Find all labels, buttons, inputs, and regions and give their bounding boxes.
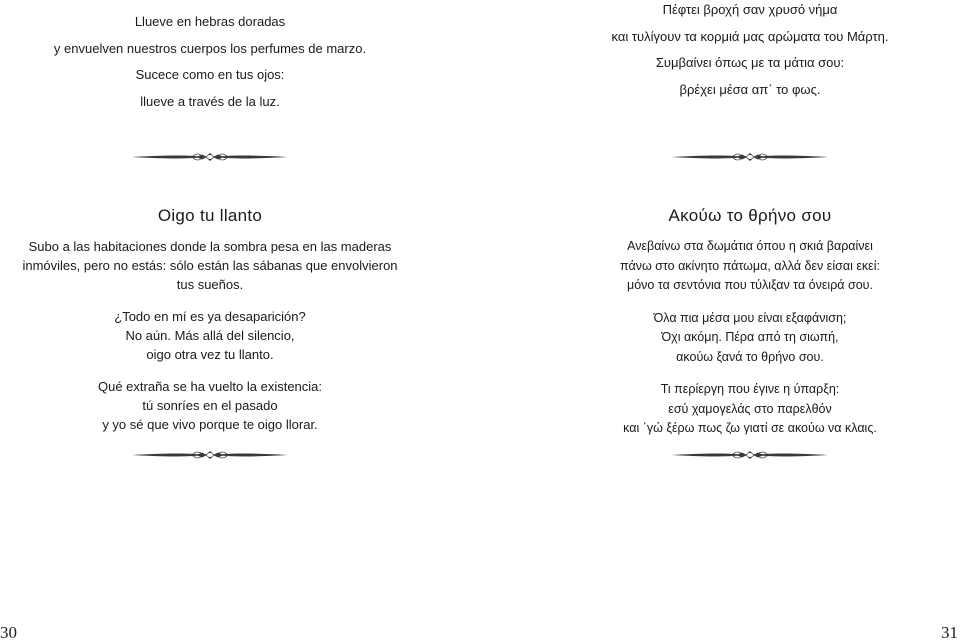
poem-line: oigo otra vez tu llanto. (146, 347, 274, 362)
stanza-line: βρέχει μέσα απ΄ το φως. (679, 81, 821, 97)
poem-line: και ΄γώ ξέρω πως ζω γιατί σε ακούω να κλαις. (623, 421, 877, 435)
poem-line: Subo a las habitaciones donde la sombra pesa en las maderas (28, 239, 392, 254)
page-number: 30 (0, 623, 17, 642)
poem-line: Όλα πια μέσα μου είναι εξαφάνιση; (653, 310, 847, 325)
page-number: 31 (941, 623, 958, 642)
poem-line: tú sonríes en el pasado (142, 398, 278, 413)
stanza-line: llueve a través de la luz. (140, 93, 280, 109)
poem-paragraph (0, 307, 420, 364)
poem-line: tus sueños. (176, 277, 244, 292)
poem-paragraph (540, 309, 960, 368)
poem-line: ¿Todo en mí es ya desaparición? (114, 309, 306, 324)
poem-paragraph (540, 380, 960, 439)
poem-paragraph (0, 377, 420, 434)
poem-title: Oigo tu llanto (157, 206, 263, 225)
poem-line: y yo sé que vivo porque te oigo llorar. (102, 417, 318, 432)
flourish-divider-icon (670, 448, 830, 462)
poem-line: No aún. Más allá del silencio, (125, 328, 295, 343)
stanza-line: Sucece como en tus ojos: (135, 67, 285, 82)
flourish-divider-icon (130, 448, 290, 462)
poem-line: Όχι ακόμη. Πέρα από τη σιωπή, (661, 330, 839, 344)
stanza-line: Πέφτει βροχή σαν χρυσό νήμα (662, 2, 838, 17)
poem-title: Ακούω το θρήνο σου (668, 206, 832, 225)
poem-body (540, 237, 960, 452)
poem-line: εσύ χαμογελάς στο παρελθόν (668, 401, 832, 416)
top-stanza (540, 0, 960, 103)
stanza-line: Llueve en hebras doradas (134, 14, 286, 29)
stanza-line: Συμβαίνει όπως με τα μάτια σου: (655, 55, 845, 70)
poem-line: Qué extraña se ha vuelto la existencia: (97, 379, 323, 394)
left-page (0, 0, 480, 642)
poem-line: ακούω ξανά το θρήνο σου. (676, 349, 824, 364)
flourish-divider-icon (130, 150, 290, 164)
right-page (480, 0, 960, 642)
top-stanza (0, 9, 420, 115)
poem-body (0, 237, 420, 447)
stanza-line: y envuelven nuestros cuerpos los perfumes de marzo. (53, 40, 367, 56)
poem-line: πάνω στο ακίνητο πάτωμα, αλλά δεν είσαι εκεί: (620, 258, 880, 273)
poem-line: Ανεβαίνω στα δωμάτια όπου η σκιά βαραίνει (627, 239, 873, 253)
stanza-line: και τυλίγουν τα κορμιά μας αρώματα του Μάρτη. (611, 28, 889, 44)
flourish-divider-icon (670, 150, 830, 164)
poem-line: μόνο τα σεντόνια που τύλιξαν τα όνειρά σου. (627, 278, 873, 292)
poem-line: inmóviles, pero no estás: sólo están las sábanas que envolvieron (22, 258, 398, 273)
poem-paragraph (540, 237, 960, 296)
poem-line: Τι περίεργη που έγινε η ύπαρξη: (660, 382, 840, 396)
poem-paragraph (0, 237, 420, 294)
